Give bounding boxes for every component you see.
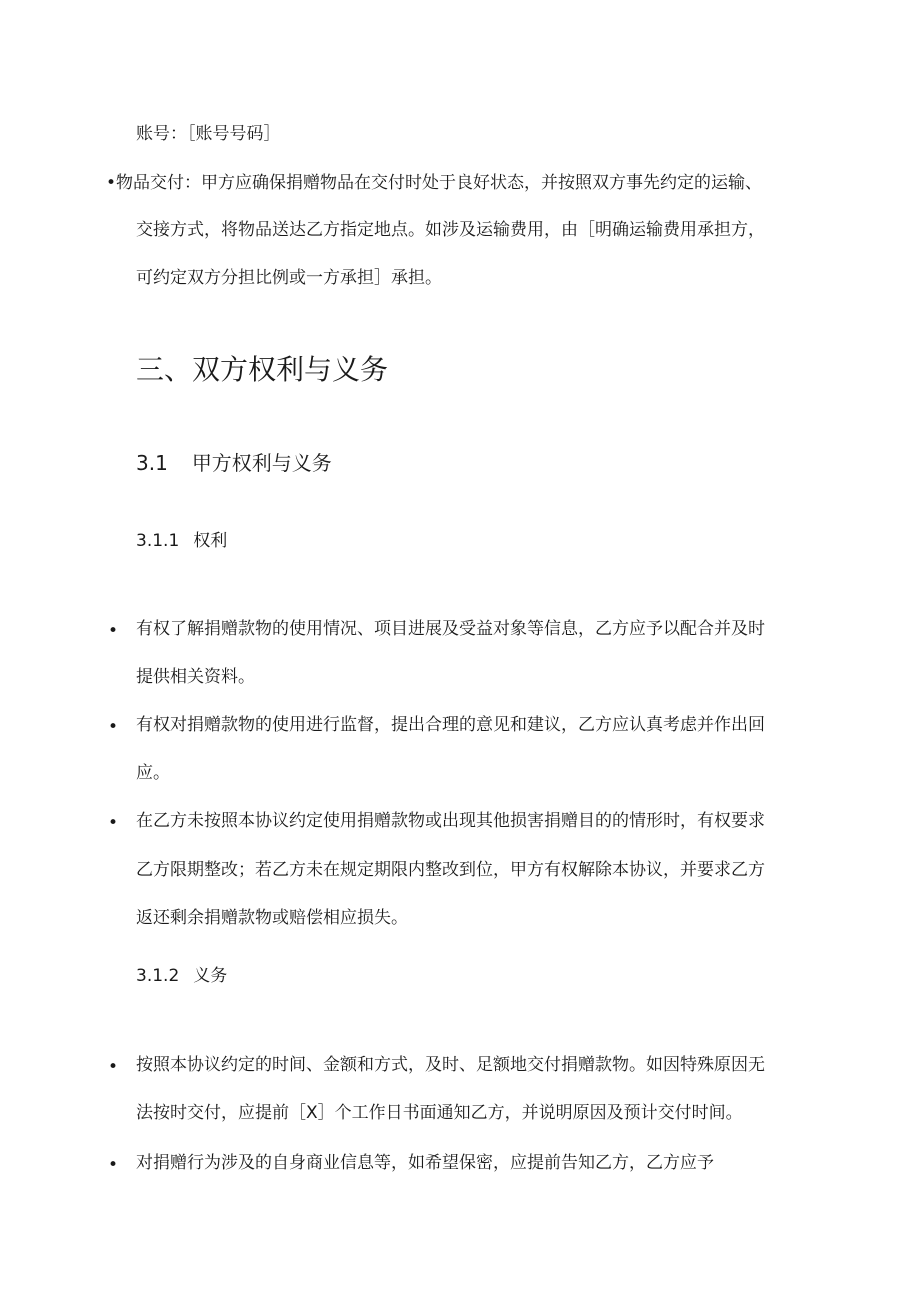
delivery-line-1: •物品交付：甲方应确保捐赠物品在交付时处于良好状态，并按照双方事先约定的运输、 xyxy=(106,173,763,193)
right-2-line-2: 应。 xyxy=(136,763,170,783)
right-1-line-1: 有权了解捐赠款物的使用情况、项目进展及受益对象等信息，乙方应予以配合并及时 xyxy=(136,619,765,639)
right-1-line-2: 提供相关资料。 xyxy=(136,667,255,687)
obligation-2-line-1: 对捐赠行为涉及的自身商业信息等，如希望保密，应提前告知乙方，乙方应予 xyxy=(136,1153,714,1173)
obligation-1-line-2: 法按时交付，应提前［X］个工作日书面通知乙方，并说明原因及预计交付时间。 xyxy=(136,1103,743,1123)
bullet-icon: • xyxy=(108,813,119,833)
bullet-icon: • xyxy=(108,1155,119,1175)
right-3-line-2: 乙方限期整改；若乙方未在规定期限内整改到位，甲方有权解除本协议，并要求乙方 xyxy=(136,860,765,880)
subsection-3-1-heading xyxy=(136,449,332,477)
right-3-line-3: 返还剩余捐赠款物或赔偿相应损失。 xyxy=(136,908,408,928)
subsection-title: 甲方权利与义务 xyxy=(191,451,332,475)
subsection-number: 3.1 xyxy=(136,451,168,475)
subsection-number: 3.1.1 xyxy=(136,531,180,551)
right-3-line-1: 在乙方未按照本协议约定使用捐赠款物或出现其他损害捐赠目的的情形时，有权要求 xyxy=(136,811,765,831)
subsection-title: 权利 xyxy=(193,531,228,551)
bullet-icon: • xyxy=(108,621,119,641)
bullet-icon: • xyxy=(108,1057,119,1077)
right-2-line-1: 有权对捐赠款物的使用进行监督，提出合理的意见和建议，乙方应认真考虑并作出回 xyxy=(136,715,765,735)
account-line: 账号：［账号号码］ xyxy=(136,124,281,144)
section-3-title: 三、双方权利与义务 xyxy=(136,353,389,386)
delivery-line-3: 可约定双方分担比例或一方承担］承担。 xyxy=(136,268,442,288)
subsection-3-1-2-heading xyxy=(136,964,227,988)
bullet-icon: • xyxy=(108,717,119,737)
obligation-1-line-1: 按照本协议约定的时间、金额和方式，及时、足额地交付捐赠款物。如因特殊原因无 xyxy=(136,1055,765,1075)
subsection-title: 义务 xyxy=(193,966,228,986)
delivery-line-2: 交接方式，将物品送达乙方指定地点。如涉及运输费用，由［明确运输费用承担方， xyxy=(136,220,765,240)
subsection-number: 3.1.2 xyxy=(136,966,180,986)
subsection-3-1-1-heading xyxy=(136,529,227,553)
